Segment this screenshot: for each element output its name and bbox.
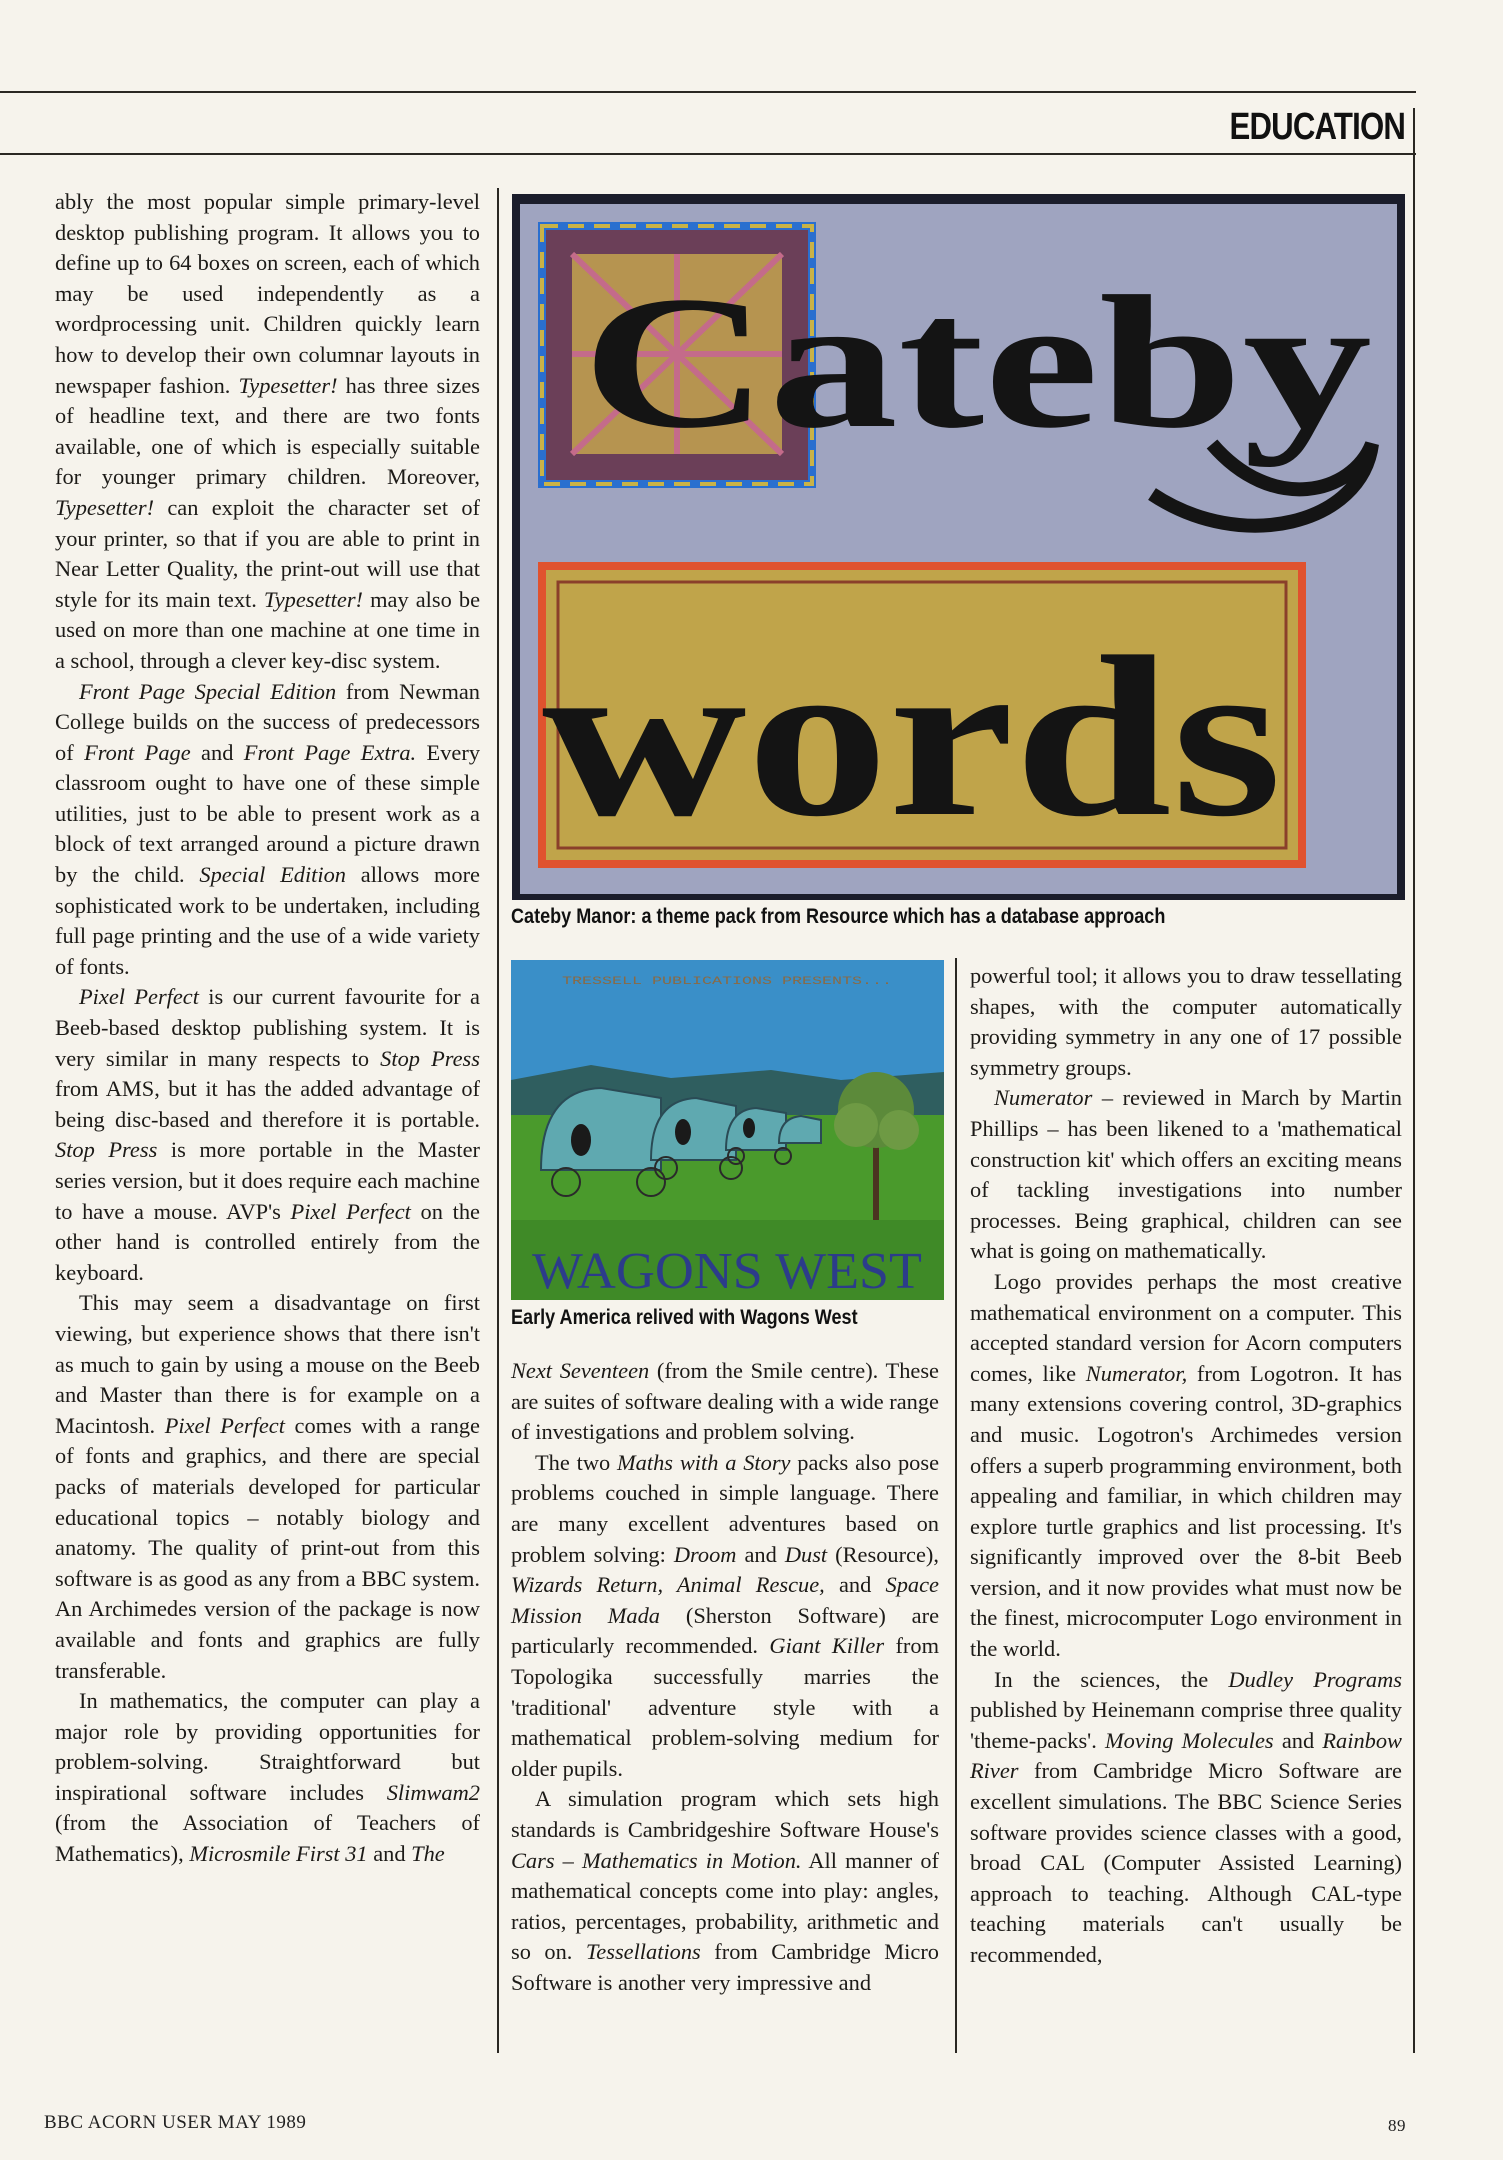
cateby-manor-screenshot [512,194,1405,900]
article-column-3: powerful tool; it allows you to draw tessellating shapes, with the computer automatically providing symmetry in any one of 17 possible symmetry groups. Numerator – reviewed in March by Martin Phillips – has been likened to a 'mathematical construction kit' which offers an exciting means of tackling investigations into number processes. Being graphical, children can see what is going on mathematically. Logo provides perhaps the most creative mathematical environment on a computer. This accepted standard version for Acorn computers comes, like Numerator, from Logotron. It has many extensions covering control, 3D-graphics and music. Logotron's Archimedes version offers a superb programming environment, both appealing and familiar, in which children may explore turtle graphics and list processing. It's significantly improved over the 8-bit Beeb version, and it now provides what must now be the finest, microcomputer Logo environment in the world. In the sciences, the Dudley Programs published by Heinemann comprise three quality 'theme-packs'. Moving Molecules and Rainbow River from Cambridge Micro Software are excellent simulations. The BBC Science Series software provides science classes with a good, broad CAL (Computer Assisted Learning) approach to teaching. Although CAL-type teaching materials can't usually be recommended, [970,963,1402,1967]
article-column-1: ably the most popular simple primary-level desktop publishing program. It allows you to define up to 64 boxes on screen, each of which may be used independently as a wordprocessing unit. Children quickly learn how to develop their own columnar layouts in newspaper fashion. Typesetter! has three sizes of headline text, and there are two fonts available, one of which is especially suitable for younger primary children. Moreover, Typesetter! can exploit the character set of your printer, so that if you are able to print in Near Letter Quality, the print-out will use that style for its main text. Typesetter! may also be used on more than one machine at one time in a school, through a clever key-disc system. Front Page Special Edition from Newman College builds on the success of predecessors of Front Page and Front Page Extra. Every classroom ought to have one of these simple utilities, just to be able to present work as a block of text arranged around a picture drawn by the child. Special Edition allows more sophisticated work to be undertaken, including full page printing and the use of a wide variety of fonts. Pixel Perfect is our current favourite for a Beeb-based desktop publishing system. It is very similar in many respects to Stop Press from AMS, but it has the added advantage of being disc-based and therefore it is portable. Stop Press is more portable in the Master series version, but it does require each machine to have a mouse. AVP's Pixel Perfect on the other hand is controlled entirely from the keyboard. This may seem a disadvantage on first viewing, but experience shows that there isn't as much to gain by using a mouse on the Beeb and Master than there is for example on a Macintosh. Pixel Perfect comes with a range of fonts and graphics, and there are special packs of materials developed for particular educational topics – notably biology and anatomy. The quality of print-out from this software is as good as any from a BBC system. An Archimedes version of the package is now available and fonts and graphics are fully transferable. In mathematics, the computer can play a major role by providing opportunities for problem-solving. Straightforward but inspirational software includes Slimwam2 (from the Association of Teachers of Mathematics), Microsmile First 31 and The [55,189,481,1867]
wagons-caption: Early America relived with Wagons West [511,1306,858,1329]
column-divider-1 [497,188,499,2053]
section-label: EDUCATION [1229,106,1405,148]
wagons-west-screenshot [511,960,944,1300]
column-divider-2 [955,958,957,2053]
top-rule [0,91,1416,93]
cateby-caption: Cateby Manor: a theme pack from Resource which has a database approach [511,905,1166,928]
page-number: 89 [1388,2116,1406,2135]
words-title-text: words [542,609,1282,864]
wagons-banner-text: TRESSELL PUBLICATIONS PRESENTS... [562,976,892,988]
cateby-title-text: Cateby [582,258,1372,468]
article-column-2: Next Seventeen (from the Smile centre). These are suites of software dealing with a wide range of investigations and problem solving. The two Maths with a Story packs also pose problems couched in simple language. There are many excellent adventures based on problem solving: Droom and Dust (Resource), Wizards Return, Animal Rescue, and Space Mission Mada (Sherston Software) are particularly recommended. Giant Killer from Topologika successfully marries the 'traditional' adventure style with a mathematical problem-solving medium for older pupils. A simulation program which sets high standards is Cambridgeshire Software House's Cars – Mathematics in Motion. All manner of mathematical concepts come into play: angles, ratios, percentages, probability, arithmetic and so on. Tessellations from Cambridge Micro Software is another very impressive and [511,1358,940,1995]
header-edge-rule [1413,108,1415,2053]
publication-footer: BBC ACORN USER MAY 1989 [44,2112,307,2133]
header-rule [0,153,1416,155]
wagons-title-text: WAGONS WEST [532,1243,922,1300]
